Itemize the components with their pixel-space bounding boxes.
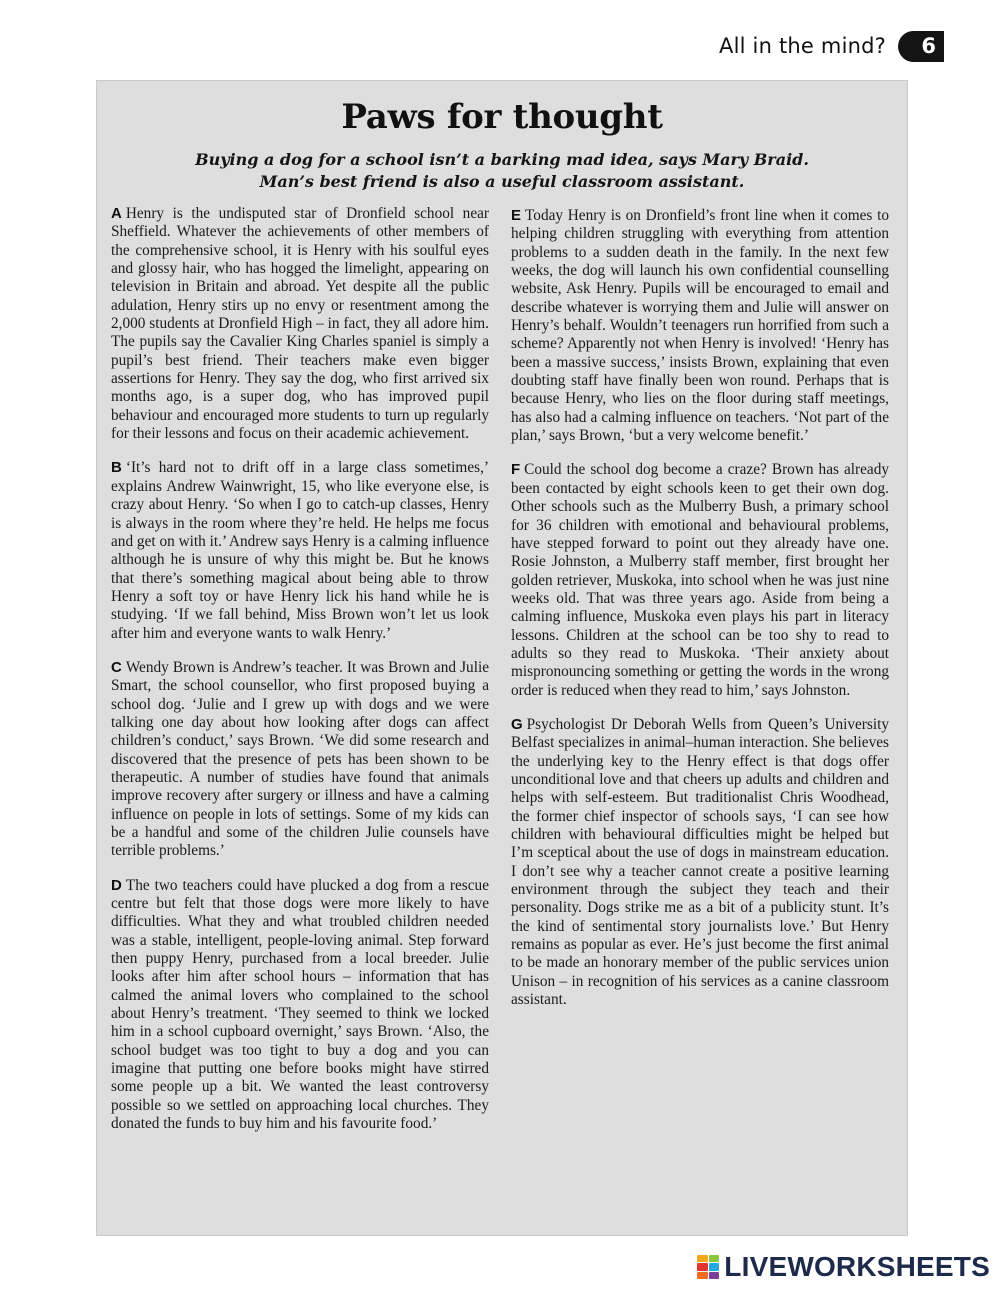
article-column-right	[511, 207, 889, 1025]
standfirst-line-2: Man’s best friend is also a useful classroom assistant.	[259, 172, 745, 191]
logo-tile	[697, 1255, 708, 1262]
paragraph-b	[111, 459, 489, 642]
paragraph-letter: E	[511, 207, 522, 224]
paragraph-text: ‘It’s hard not to drift off in a large class sometimes,’ explains Andrew Wainwright, 15, who like everyone else, is crazy about Henry. ‘So when I go to catch-up classes, Henry is always in the room where they’re held. He helps me focus and get on with it.’ Andrew says Henry is a calming influence although he is unsure of why this might be. But he knows that there’s something magical about being able to throw Henry a soft toy or have Henry lick his hand while he is studying. ‘If we fall behind, Miss Brown won’t let us look after him and everyone wants to walk Henry.’	[111, 459, 489, 642]
logo-tile	[697, 1263, 708, 1270]
paragraph-letter: C	[111, 658, 122, 676]
paragraph-c	[111, 659, 489, 861]
unit-number-tab: 6	[898, 31, 944, 62]
article-standfirst	[97, 149, 907, 193]
logo-tile	[697, 1272, 708, 1279]
paragraph-text: Wendy Brown is Andrew’s teacher. It was Brown and Julie Smart, the school counsellor, who first proposed buying a school dog. ‘Julie and I grew up with dogs and we were talking one day about how looking after dogs can affect children’s conduct,’ says Brown. ‘We did some research and discovered that the presence of pets has been shown to be therapeutic. A number of studies have found that animals improve recovery after surgery or illness and have a calming influence on people in lots of settings. Some of my kids can be a handful and some of the children Julie counsels have terrible problems.’	[111, 658, 489, 860]
paragraph-a	[111, 205, 489, 443]
paragraph-e	[511, 207, 889, 445]
watermark-brand: LIVEWORKSHEETS	[724, 1251, 990, 1282]
paragraph-letter: G	[511, 715, 523, 733]
logo-tile	[709, 1263, 720, 1270]
article-column-left	[111, 205, 489, 1150]
paragraph-f	[511, 461, 889, 699]
paragraph-text: Psychologist Dr Deborah Wells from Queen’s University Belfast specializes in animal–human interaction. She believes the underlying key to the Henry effect is that dogs offer unconditional love and that cheers up adults and children and helps with self-esteem. But traditionalist Chris Woodhead, the former chief inspector of schools says, ‘I can see how children with behavioural difficulties might be helped but I’m sceptical about the use of dogs in mainstream education. I don’t see why a teacher cannot create a positive learning environment through the subject they teach and their personality. Dogs strike me as a bit of a publicity stunt. It’s the kind of sentimental story journalists love.’ But Henry remains as popular as ever. He’s just become the first animal to be made an honorary member of the public services union Unison – in recognition of his services as a canine classroom assistant.	[511, 715, 889, 1009]
paragraph-letter: D	[111, 876, 122, 894]
paragraph-text: Today Henry is on Dronfield’s front line when it comes to helping children struggling with everything from attention problems to a sudden death in the family. In the next few weeks, the dog will launch his own confidential counselling website, Ask Henry. Pupils will be encouraged to email and describe whatever is worrying them and Julie will answer on Henry’s behalf. Wouldn’t teenagers run horrified from such a scheme? Apparently not when Henry is involved! ‘Henry has been a massive success,’ insists Brown, explaining that even doubting staff have finally been won round. Perhaps that is because Henry, who lies on the floor during staff meetings, has also had a calming influence on teachers. ‘Not part of the plan,’ says Brown, ‘but a very welcome benefit.’	[511, 207, 889, 445]
logo-tile	[709, 1272, 720, 1279]
unit-title: All in the mind?	[719, 34, 886, 58]
paragraph-text: Henry is the undisputed star of Dronfield school near Sheffield. Whatever the achievements of other members of the comprehensive school, it is Henry with his soulful eyes and glossy hair, who has hogged the limelight, appearing on television in Britain and abroad. Yet despite all the public adulation, Henry stirs up no envy or resentment among the 2,000 students at Dronfield High – in fact, they all adore him. The pupils say the Cavalier King Charles spaniel is simply a pupil’s best friend. Their teachers make even bigger assertions for Henry. They say the dog, who first arrived six months ago, is a super dog, who has improved pupil behaviour and encouraged more students to turn up regularly for their lessons and focus on their academic achievement.	[111, 205, 489, 443]
page-header	[0, 30, 944, 62]
liveworksheets-watermark	[697, 1251, 990, 1283]
paragraph-letter: A	[111, 205, 122, 222]
article-box	[96, 80, 908, 1236]
paragraph-letter: B	[111, 459, 122, 477]
standfirst-line-1: Buying a dog for a school isn’t a barking mad idea, says Mary Braid.	[195, 150, 809, 169]
paragraph-g	[511, 716, 889, 1010]
paragraph-text: The two teachers could have plucked a dog from a rescue centre but felt that those dogs were more likely to have difficulties. What they and what troubled children needed was a stable, intelligent, people-loving animal. Step forward then puppy Henry, purchased from a local breeder. Julie looks after him after school hours – information that has calmed the animal lovers who complained to the school about Henry’s treatment. ‘They seemed to think we locked him in a school cupboard overnight,’ says Brown. ‘Also, the school budget was too tight to buy a dog and you can imagine that putting one before books might have stirred some people up a bit. We wanted the least controversy possible so we settled on approaching local churches. They donated the funds to buy him and his favourite food.’	[111, 876, 489, 1133]
liveworksheets-logo-icon	[697, 1255, 719, 1279]
article-title: Paws for thought	[341, 97, 663, 137]
paragraph-d	[111, 877, 489, 1134]
paragraph-letter: F	[511, 461, 521, 479]
logo-tile	[709, 1255, 720, 1262]
paragraph-text: Could the school dog become a craze? Brown has already been contacted by eight schools keen to get their own dog. Other schools such as the Mulberry Bush, a primary school for 36 children with emotional and behavioural problems, have stepped forward to point out they already have one. Rosie Johnston, a Mulberry staff member, first brought her golden retriever, Muskoka, into school when he was just nine weeks old. That was three years ago. Aside from being a calming influence, Muskoka even plays his part in literacy lessons. Children at the school can be too shy to read to adults so they read to Muskoka. ‘Their anxiety about mispronouncing something or getting the words in the wrong order is reduced when they read to him,’ says Johnston.	[511, 461, 889, 699]
